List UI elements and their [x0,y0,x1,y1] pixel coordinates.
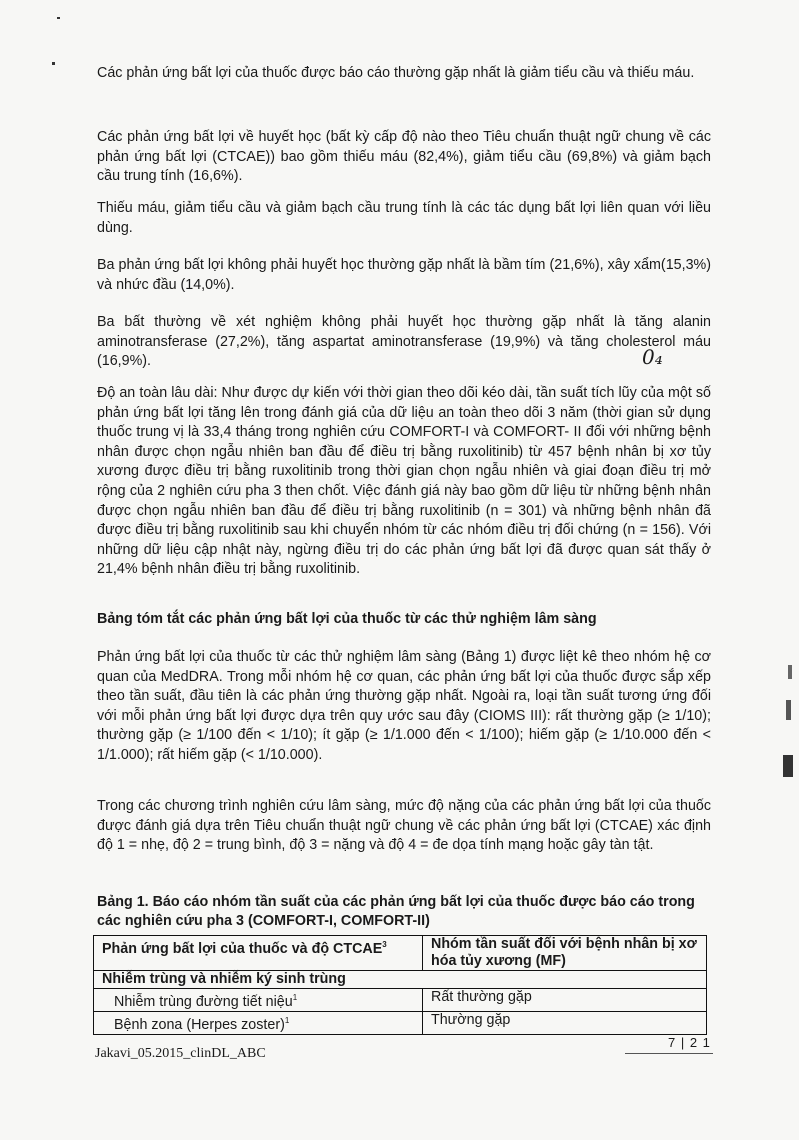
paragraph-1: Các phản ứng bất lợi của thuốc được báo cáo thường gặp nhất là giảm tiểu cầu và thiếu máu. [97,65,695,81]
footnote-mark: 3 [382,940,387,949]
table-section-label: Nhiễm trùng và nhiễm ký sinh trùng [94,971,707,989]
table-header-row [94,936,707,971]
scan-speck [783,755,793,777]
table-title: Bảng 1. Báo cáo nhóm tần suất của các phản ứng bất lợi của thuốc được báo cáo trong các nghiên cứu pha 3 (COMFORT-I, COMFORT-II) [97,894,695,929]
footnote-mark: 1 [284,1015,290,1025]
scan-speck [788,665,792,679]
paragraph-3: Thiếu máu, giảm tiểu cầu và giảm bạch cầu trung tính là các tác dụng bất lợi liên quan với liều dùng. [97,200,711,236]
adverse-reactions-table [93,935,707,1035]
table-row [94,1011,707,1034]
table-header-frequency: Nhóm tần suất đối với bệnh nhân bị xơ hóa tủy xương (MF) [423,936,707,971]
table-cell-reaction: Nhiễm trùng đường tiết niệu$^1$ [94,989,423,1012]
footer-divider [625,1053,713,1054]
page-number: 7 | 2 1 [668,1035,711,1050]
table-row [94,989,707,1012]
section-heading: Bảng tóm tắt các phản ứng bất lợi của thuốc từ các thử nghiệm lâm sàng [97,611,597,627]
table-cell-frequency: Rất thường gặp [423,989,707,1012]
paragraph-2: Các phản ứng bất lợi về huyết học (bất kỳ cấp độ nào theo Tiêu chuẩn thuật ngữ chung về các phản ứng bất lợi (CTCAE)) bao gồm thiếu máu (82,4%), giảm tiểu cầu (69,8%) và giảm bạch cầu trung tính (16,6%). [97,129,711,185]
table-header-reaction: Phản ứng bất lợi của thuốc và độ CTCAE$^3$ [94,936,423,971]
table-cell-reaction: Bệnh zona (Herpes zoster)$^1$ [94,1011,423,1034]
paragraph-5: Ba bất thường về xét nghiệm không phải huyết học thường gặp nhất là tăng alanin aminotransferase (27,2%), tăng aspartat aminotransferase (19,9%) và tăng cholesterol máu (16,9%). [97,314,711,370]
scan-speck [786,700,791,720]
paragraph-8: Trong các chương trình nghiên cứu lâm sàng, mức độ nặng của các phản ứng bất lợi của thuốc được đánh giá dựa trên Tiêu chuẩn thuật ngữ chung về các phản ứng bất lợi (CTCAE) xác định độ 1 = nhẹ, độ 2 = trung bình, độ 3 = nặng và độ 4 = đe dọa tính mạng hoặc gây tàn tật. [97,798,711,854]
table-cell-frequency: Thường gặp [423,1011,707,1034]
table-section-row [94,971,707,989]
document-id: Jakavi_05.2015_clinDL_ABC [95,1046,266,1061]
scan-speck [52,62,55,65]
handwritten-annotation: 0₄ [642,345,663,369]
scan-speck [57,17,60,19]
paragraph-7: Phản ứng bất lợi của thuốc từ các thử nghiệm lâm sàng (Bảng 1) được liệt kê theo nhóm hệ cơ quan của MedDRA. Trong mỗi nhóm hệ cơ quan, các phản ứng bất lợi của thuốc được sắp xếp theo tần suất, đầu tiên là các phản ứng thường gặp nhất. Ngoài ra, loại tần suất tương ứng đối với mỗi phản ứng bất lợi được dựa trên quy ước sau đây (CIOMS III): rất thường gặp (≥ 1/10); thường gặp (≥ 1/100 đến < 1/10); ít gặp (≥ 1/1.000 đến < 1/100); hiếm gặp (≥ 1/10.000 đến < 1/1.000); rất hiếm gặp (< 1/10.000). [97,649,711,763]
footnote-mark: 1 [292,993,298,1002]
paragraph-6: Độ an toàn lâu dài: Như được dự kiến với thời gian theo dõi kéo dài, tần suất tích lũy của một số phản ứng bất lợi tăng lên trong đánh giá của dữ liệu an toàn theo dõi 3 năm (thời gian sử dụng thuốc trung vị là 33,4 tháng trong nghiên cứu COMFORT-I và COMFORT- II đối với những bệnh nhân được chọn ngẫu nhiên ban đầu để điều trị bằng ruxolitinib) từ 457 bệnh nhân bị xơ tủy xương được điều trị bằng ruxolitinib trong thời gian chọn ngẫu nhiên và giai đoạn điều trị mở rộng của 2 nghiên cứu pha 3 then chốt. Việc đánh giá này bao gồm dữ liệu từ những bệnh nhân được chọn ngẫu nhiên ban đầu để điều trị bằng ruxolitinib (n = 301) và những bệnh nhân đã được điều trị bằng ruxolitinib sau khi chuyển nhóm từ các nhóm điều trị đối chứng (n = 156). Với những dữ liệu cập nhật này, ngừng điều trị do các phản ứng bất lợi đã được quan sát thấy ở 21,4% bệnh nhân điều trị bằng ruxolitinib. [97,385,711,578]
paragraph-4: Ba phản ứng bất lợi không phải huyết học thường gặp nhất là bầm tím (21,6%), xây xẩm(15,3%) và nhức đầu (14,0%). [97,257,711,293]
